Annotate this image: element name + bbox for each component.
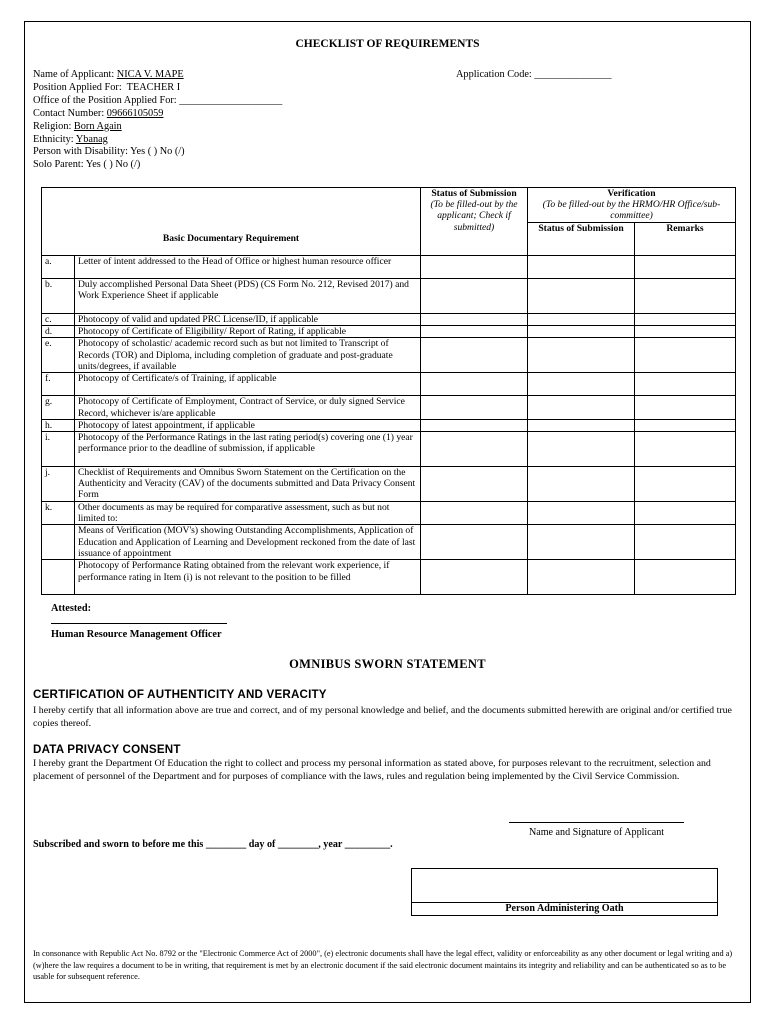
row-verification-status-cell[interactable] [528,338,635,373]
row-applicant-status-cell[interactable] [421,256,528,279]
row-remarks-cell[interactable] [635,338,736,373]
row-applicant-status-cell[interactable] [421,279,528,314]
contact-value: 09666105059 [106,107,164,119]
table-row [42,314,736,326]
row-requirement-text: Photocopy of Certificate of Employment, Contract of Service, or duly signed Service Record, whichever is/are applicable [75,396,421,419]
row-remarks-cell[interactable] [635,525,736,560]
row-applicant-status-cell[interactable] [421,396,528,419]
row-verification-status-cell[interactable] [528,279,635,314]
footer-note: In consonance with Republic Act No. 8792 or the "Electronic Commerce Act of 2000", (e) electronic documents shall have the legal effect, validity or enforceability as any other document or legal writing and a) (w)here the law requires a document to be in writing, that requirement is met by an electronic document if the said electronic document maintains its integrity and reliability and can be authenticated so as to be usable for subsequent reference. [33,949,733,982]
row-verification-status-cell[interactable] [528,396,635,419]
sworn-statement: Subscribed and sworn to before me this ________ day of ________, year _________. [33,839,393,850]
table-row [42,256,736,279]
row-requirement-text: Photocopy of Certificate of Eligibility/ Report of Rating, if applicable [75,326,421,338]
row-verification-status-cell[interactable] [528,525,635,560]
row-remarks-cell[interactable] [635,560,736,595]
row-remarks-cell[interactable] [635,432,736,467]
privacy-text: I hereby grant the Department Of Education the right to collect and process my personal information as stated above, for purposes relevant to the recruitment, selection and placement of personnel of the Department and for purposes of compliance with the laws, rules and regulation being implemented by the Civil Service Commission. [33,758,711,782]
applicant-name-value: NICA V. MAPE [116,69,184,80]
document-page [24,21,751,1003]
row-letter [42,525,75,560]
table-row [42,525,736,560]
applicant-info [33,69,282,172]
row-verification-status-cell[interactable] [528,502,635,525]
row-requirement-text: Photocopy of latest appointment, if applicable [75,419,421,431]
position-value: TEACHER I [126,81,181,93]
certification-heading: CERTIFICATION OF AUTHENTICITY AND VERACITY [33,688,327,701]
row-letter: j. [42,467,75,502]
row-requirement-text: Photocopy of the Performance Ratings in the last rating period(s) covering one (1) year performance prior to the deadline of submission, if applicable [75,432,421,467]
col-verification-title: Verification [607,188,656,199]
col-applicant-status [421,188,528,256]
row-remarks-cell[interactable] [635,396,736,419]
table-row [42,467,736,502]
pwd-row: Person with Disability: Yes ( ) No (/) [33,146,185,158]
ethnicity-label: Ethnicity: [33,133,74,145]
row-applicant-status-cell[interactable] [421,373,528,396]
row-applicant-status-cell[interactable] [421,560,528,595]
applicant-signature-line [509,822,684,823]
office-row: Office of the Position Applied For: ____________________ [33,94,283,106]
row-applicant-status-cell[interactable] [421,467,528,502]
row-verification-status-cell[interactable] [528,560,635,595]
contact-label: Contact Number: [33,107,105,119]
requirements-body [42,256,736,595]
row-applicant-status-cell[interactable] [421,419,528,431]
table-row [42,396,736,419]
page-title: CHECKLIST OF REQUIREMENTS [295,38,480,50]
row-requirement-text: Photocopy of Certificate/s of Training, if applicable [75,373,421,396]
row-applicant-status-cell[interactable] [421,314,528,326]
row-requirement-text: Means of Verification (MOV's) showing Outstanding Accomplishments, Application of Education and Application of Learning and Development reckoned from the date of last issuance of appointment [75,525,421,560]
row-remarks-cell[interactable] [635,419,736,431]
applicant-name-row [33,69,282,82]
religion-row [33,121,282,134]
attested-label: Attested: [51,603,92,614]
row-remarks-cell[interactable] [635,502,736,525]
applicant-name-label: Name of Applicant: [33,69,115,80]
row-remarks-cell[interactable] [635,467,736,502]
row-letter: g. [42,396,75,419]
row-letter: e. [42,338,75,373]
row-letter: b. [42,279,75,314]
table-row [42,419,736,431]
row-letter: c. [42,314,75,326]
row-letter: d. [42,326,75,338]
row-requirement-text: Other documents as may be required for comparative assessment, such as but not limited to: [75,502,421,525]
hr-officer-title: Human Resource Management Officer [51,629,222,640]
row-requirement-text: Duly accomplished Personal Data Sheet (PDS) (CS Form No. 212, Revised 2017) and Work Experience Sheet if applicable [75,279,421,314]
table-row [42,502,736,525]
oath-title: OMNIBUS SWORN STATEMENT [289,657,486,671]
row-verification-status-cell[interactable] [528,432,635,467]
col-basic-requirement: Basic Documentary Requirement [42,188,421,256]
application-code: Application Code: _______________ [456,69,612,80]
col-remarks: Remarks [635,222,736,255]
row-requirement-text: Photocopy of scholastic/ academic record such as but not limited to Transcript of Records (TOR) and Diploma, including completion of graduate and post-graduate units/degrees, if available [75,338,421,373]
row-verification-status-cell[interactable] [528,326,635,338]
hr-signature-line [51,623,227,624]
row-remarks-cell[interactable] [635,314,736,326]
col-verification-status: Status of Submission [528,222,635,255]
oath-box-label: Person Administering Oath [505,903,624,914]
row-letter: a. [42,256,75,279]
position-label: Position Applied For: [33,81,122,93]
row-letter: i. [42,432,75,467]
requirements-table [41,187,736,595]
row-requirement-text: Checklist of Requirements and Omnibus Sworn Statement on the Certification on the Authenticity and Veracity (CAV) of the documents submitted and Data Privacy Consent Form [75,467,421,502]
applicant-signature-label: Name and Signature of Applicant [528,827,665,838]
col-applicant-status-title: Status of Submission [431,188,517,199]
row-remarks-cell[interactable] [635,256,736,279]
row-verification-status-cell[interactable] [528,467,635,502]
col-verification [528,188,736,223]
row-applicant-status-cell[interactable] [421,326,528,338]
row-verification-status-cell[interactable] [528,419,635,431]
row-letter: f. [42,373,75,396]
ethnicity-row [33,134,282,147]
row-verification-status-cell[interactable] [528,373,635,396]
row-remarks-cell[interactable] [635,326,736,338]
row-requirement-text: Photocopy of valid and updated PRC License/ID, if applicable [75,314,421,326]
contact-row [33,108,282,121]
religion-label: Religion: [33,120,72,132]
col-applicant-status-note: (To be filled-out by the applicant; Check if submitted) [430,199,518,233]
certification-text: I hereby certify that all information above are true and correct, and of my personal knowledge and belief, and the documents submitted herewith are original and/or certified true copies thereof. [33,705,732,729]
row-applicant-status-cell[interactable] [421,525,528,560]
ethnicity-value: Ybanag [75,133,108,145]
row-applicant-status-cell[interactable] [421,432,528,467]
row-applicant-status-cell[interactable] [421,502,528,525]
table-row [42,560,736,595]
col-verification-note: (To be filled-out by the HRMO/HR Office/sub-committee) [542,199,721,222]
position-row [33,82,282,95]
row-verification-status-cell[interactable] [528,314,635,326]
row-letter: k. [42,502,75,525]
row-letter: h. [42,419,75,431]
table-header-row-1 [42,188,736,223]
row-requirement-text: Photocopy of Performance Rating obtained from the relevant work experience, if performance rating in Item (i) is not relevant to the position to be filled [75,560,421,595]
table-row [42,338,736,373]
row-remarks-cell[interactable] [635,373,736,396]
religion-value: Born Again [73,120,122,132]
table-row [42,373,736,396]
table-row [42,279,736,314]
table-row [42,432,736,467]
row-verification-status-cell[interactable] [528,256,635,279]
row-remarks-cell[interactable] [635,279,736,314]
privacy-heading: DATA PRIVACY CONSENT [33,743,181,756]
row-applicant-status-cell[interactable] [421,338,528,373]
solo-parent-row: Solo Parent: Yes ( ) No (/) [33,159,141,171]
row-letter [42,560,75,595]
row-requirement-text: Letter of intent addressed to the Head of Office or highest human resource officer [75,256,421,279]
table-row [42,326,736,338]
